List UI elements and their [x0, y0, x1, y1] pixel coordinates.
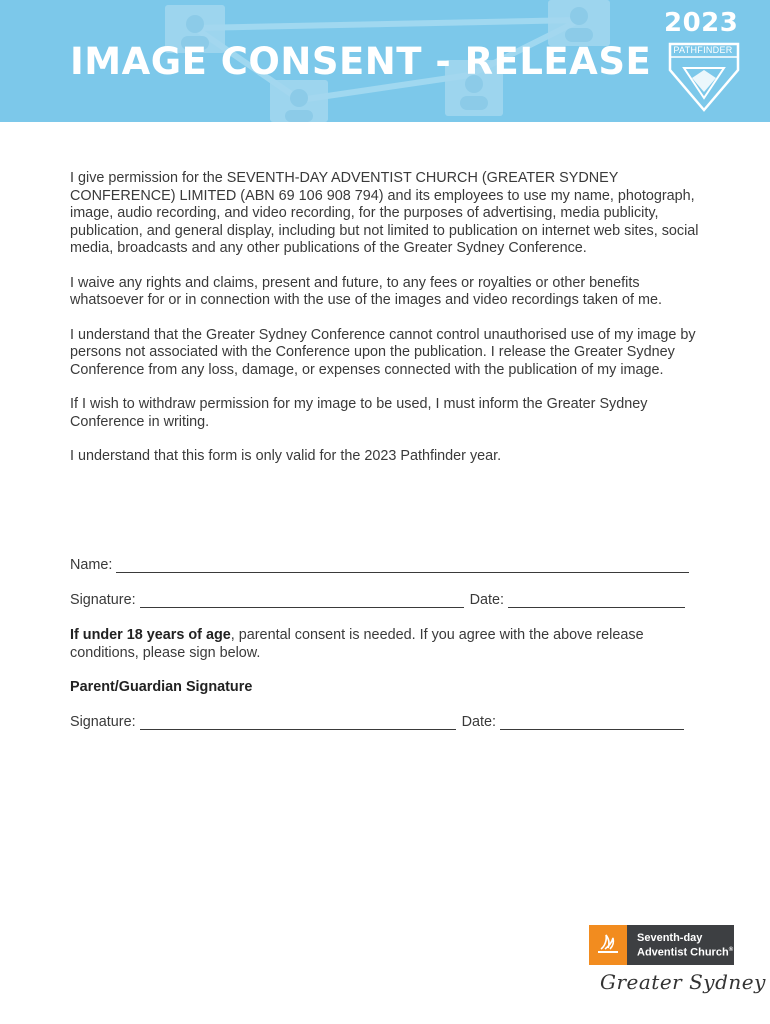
parent-signature-field-row [70, 714, 684, 730]
parent-signature-heading: Parent/Guardian Signature [70, 679, 253, 695]
logo-line1: Seventh-day [637, 931, 703, 944]
signature-field-row [70, 592, 685, 608]
signature-label: Signature: [70, 592, 136, 608]
under18-bold: If under 18 years of age [70, 627, 231, 643]
name-input-line[interactable] [116, 559, 689, 573]
name-label: Name: [70, 557, 113, 573]
parent-signature-label: Signature: [70, 714, 136, 730]
under18-notice [70, 626, 700, 662]
year-label: 2023 [664, 8, 739, 38]
under18-text: , parental consent is needed. If you agree with the above release conditions, please sign below. [70, 627, 644, 661]
paragraph-waiver: I waive any rights and claims, present and future, to any fees or royalties or other benefits whatsoever for or in connection with the use of the images and video recordings taken of me. [70, 274, 662, 308]
region-wordmark: Greater Sydney [600, 970, 766, 994]
logo-line2-wrap [637, 944, 733, 959]
date-input-line[interactable] [508, 594, 685, 608]
date-label: Date: [469, 592, 505, 608]
header-banner [0, 0, 770, 122]
paragraph-withdraw: If I wish to withdraw permission for my image to be used, I must inform the Greater Sydney Conference in writing. [70, 396, 648, 430]
consent-text [70, 170, 705, 483]
signature-input-line[interactable] [140, 594, 464, 608]
parent-signature-input-line[interactable] [140, 716, 456, 730]
page-title: IMAGE CONSENT - RELEASE [70, 40, 652, 83]
parent-date-label: Date: [461, 714, 497, 730]
paragraph-release: I understand that the Greater Sydney Conference cannot control unauthorised use of my image by persons not associated with the Conference upon the publication. I release the Greater Sydney Conference from any loss, damage, or expenses connected with the publication of my image. [70, 326, 696, 378]
paragraph-validity: I understand that this form is only valid for the 2023 Pathfinder year. [70, 448, 502, 464]
sda-flame-icon [589, 925, 627, 965]
sda-logo [589, 925, 734, 965]
logo-line2: Adventist Church [637, 946, 729, 959]
logo-trademark: ® [728, 946, 734, 953]
name-field-row [70, 557, 689, 573]
emblem-label: PATHFINDER [673, 45, 733, 55]
parent-date-input-line[interactable] [500, 716, 684, 730]
paragraph-permission: I give permission for the SEVENTH-DAY ADVENTIST CHURCH (GREATER SYDNEY CONFERENCE) LIMITED (ABN 69 106 908 794) and its employees to use my name, photograph, image, audio recording, and video recording, for the purposes of advertising, media publicity, publication, and general display, including but not limited to publication on internet web sites, social media, broadcasts and any other publications of the Greater Sydney Conference. [70, 170, 699, 256]
sda-logo-text [627, 932, 733, 959]
